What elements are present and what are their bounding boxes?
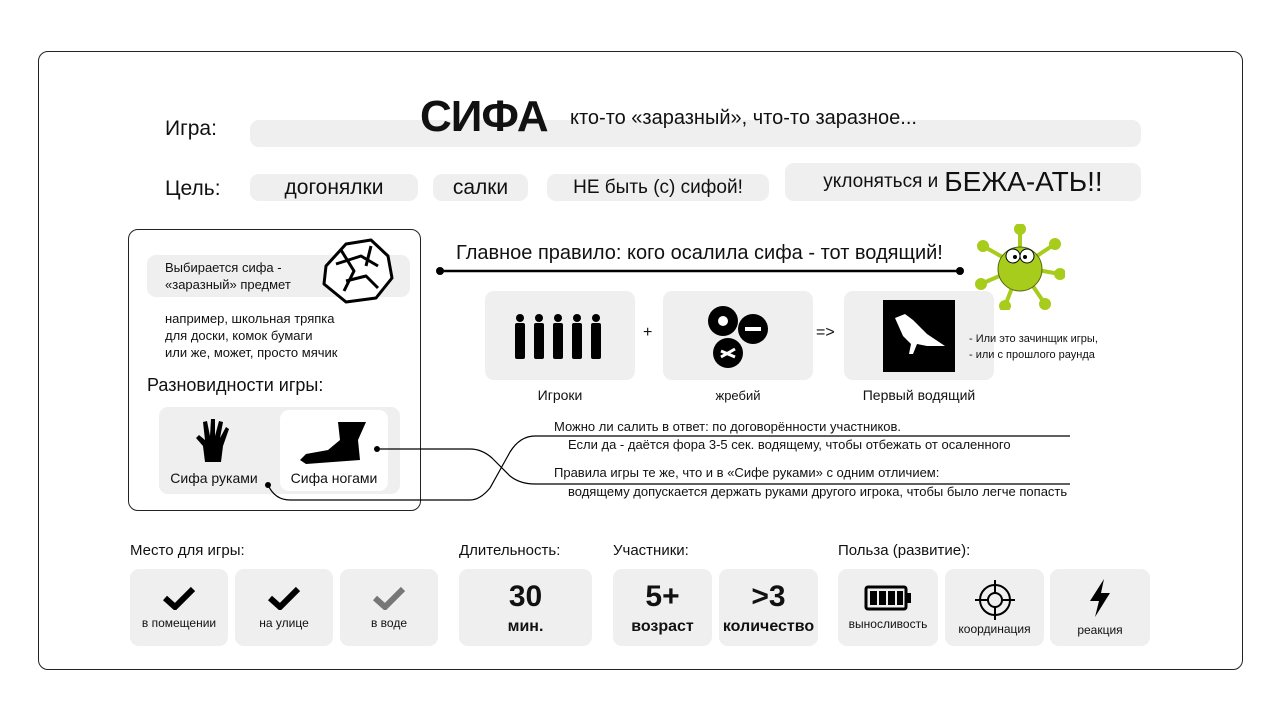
plus-sign: + xyxy=(643,324,653,341)
example-text: например, школьная тряпка для доски, комок бумаги или же, может, просто мячик xyxy=(165,311,338,360)
age-value: 5+ xyxy=(645,579,680,613)
age-label: возраст xyxy=(631,617,694,635)
goal-item: салки xyxy=(433,174,528,201)
check-icon xyxy=(267,586,301,610)
hands-answer: Если да - даётся фора 3-5 сек. водящему, чтобы отбежать от осаленного xyxy=(568,437,1011,452)
hands-question: Можно ли салить в ответ: по договорённости участников. xyxy=(554,419,902,434)
variants-title: Разновидности игры: xyxy=(147,375,324,395)
game-subtitle: кто-то «заразный», что-то заразное... xyxy=(570,107,917,129)
step-lot: жребий xyxy=(715,388,761,403)
benefit-reaction xyxy=(1050,569,1150,646)
feet-answer: водящему допускается держать руками другого игрока, чтобы было легче попасть xyxy=(568,484,1068,499)
main-rule: Главное правило: кого осалила сифа - тот водящий! xyxy=(456,242,943,264)
count-label: количество xyxy=(722,617,815,635)
first-it-note: - Или это зачинщик игры, - или с прошлого раунда xyxy=(969,333,1098,361)
lightning-icon xyxy=(1088,579,1112,617)
players-box xyxy=(485,291,635,380)
feet-question: Правила игры те же, что и в «Сифе руками» с одним отличием: xyxy=(554,465,940,480)
step-first-it: Первый водящий xyxy=(862,387,976,403)
battery-icon xyxy=(864,585,912,611)
benefit-endurance xyxy=(838,569,938,646)
crow-icon xyxy=(883,300,955,372)
check-icon xyxy=(372,586,406,610)
goal-run-prefix: уклоняться и xyxy=(823,171,939,192)
step-players: Игроки xyxy=(537,387,583,403)
benefit-coordination xyxy=(945,569,1044,646)
duration-unit: мин. xyxy=(507,617,544,635)
duration-tile xyxy=(459,569,592,646)
goal-run-emph: БЕЖА-АТЬ!! xyxy=(944,166,1103,197)
target-icon xyxy=(975,580,1015,620)
age-tile xyxy=(613,569,712,646)
game-title: СИФА xyxy=(420,92,548,141)
players-icon xyxy=(512,313,608,359)
duration-label: Длительность: xyxy=(459,542,561,559)
game-label: Игра: xyxy=(165,117,217,140)
goal-label: Цель: xyxy=(165,177,221,200)
goal-item: НЕ быть (с) сифой! xyxy=(547,174,769,201)
chosen-text: Выбирается сифа - «заразный» предмет xyxy=(165,260,291,292)
goal-item: догонялки xyxy=(250,174,418,201)
place-outdoor xyxy=(235,569,333,646)
benefit-coordination-label: координация xyxy=(958,621,1031,636)
virus-icon xyxy=(975,224,1065,310)
variant-hands-label: Сифа руками xyxy=(170,470,258,486)
count-value: >3 xyxy=(751,579,786,613)
place-indoor-label: в помещении xyxy=(141,615,217,630)
rock-paper-scissors-icon xyxy=(703,301,773,371)
benefit-endurance-label: выносливость xyxy=(848,616,928,631)
count-tile xyxy=(719,569,818,646)
duration-value: 30 xyxy=(508,579,543,613)
check-icon xyxy=(162,586,196,610)
place-water xyxy=(340,569,438,646)
variant-feet-label: Сифа ногами xyxy=(290,470,378,486)
benefit-reaction-label: реакция xyxy=(1077,622,1123,637)
arrow-sign: => xyxy=(816,324,835,341)
place-water-label: в воде xyxy=(370,615,408,630)
benefit-label: Польза (развитие): xyxy=(838,542,971,559)
lot-box xyxy=(663,291,813,380)
place-indoor xyxy=(130,569,228,646)
place-outdoor-label: на улице xyxy=(259,615,309,630)
participants-label: Участники: xyxy=(613,542,689,559)
place-label: Место для игры: xyxy=(130,542,245,559)
